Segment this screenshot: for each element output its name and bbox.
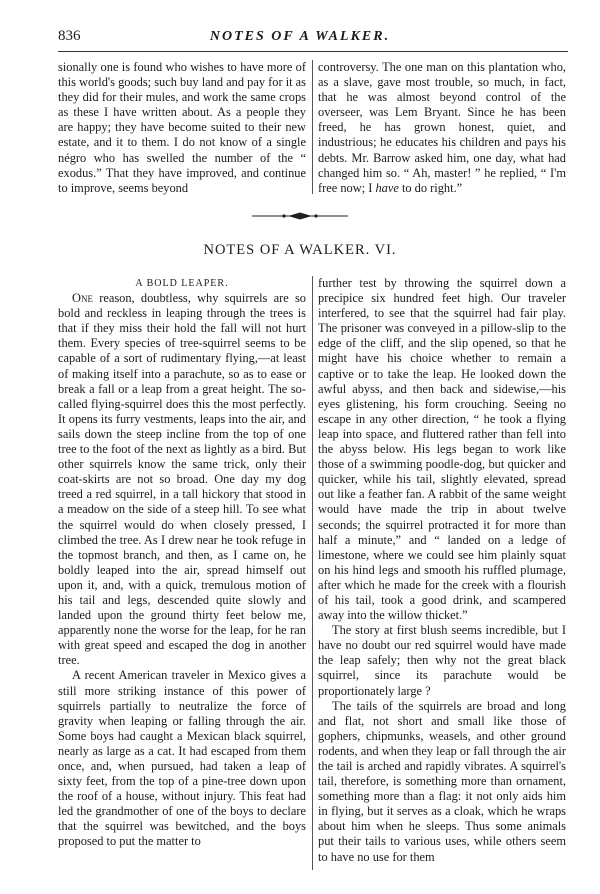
- running-title: NOTES OF A WALKER.: [209, 29, 391, 44]
- top-right-column: [318, 60, 566, 196]
- section-divider-ornament: [250, 211, 350, 221]
- right-paragraph-2: The story at first blush seems incredible, but I have no doubt our red squirrel would have made the leap safely; then why not the great black squirrel, since its parachute would be proportionately large ?: [318, 623, 566, 698]
- top-right-paragraph: controversy. The one man on this plantation who, as a slave, gave most trouble, so much, in fact, that he was almost beyond control of the overseer, was Lem Bryant. Since he has been freed, he has grown honest, quiet, and industrious; he educates his children and pays his debts. Mr. Barrow asked him, one day, what had changed him so. “ Ah, master! ” he replied, “ I'm free now; I have to do right.”: [318, 60, 566, 195]
- page-number: 836: [58, 28, 81, 44]
- main-left-column: [58, 276, 306, 850]
- top-left-column: [58, 60, 306, 196]
- header-rule: [58, 51, 568, 52]
- left-paragraph-2: A recent American traveler in Mexico gives a still more striking instance of this power of squirrels partially to neutralize the force of gravity when leaping or falling through the air. Some boys had caught a Mexican black squirrel, nearly as large as a cat. It had escaped from them once, and, when pursued, had taken a leap of sixty feet, from the top of a pine-tree down upon the roof of a house, without injury. This feat had led the grandmother of one of the boys to declare that the squirrel was bewitched, and the boys proposed to put the matter to: [58, 668, 306, 849]
- lead-word: One: [72, 291, 93, 306]
- main-column-divider: [312, 276, 313, 870]
- top-column-divider: [312, 60, 313, 194]
- top-left-paragraph: sionally one is found who wishes to have more of this world's goods; such buy land and pay for it as they did for their mules, and work the same crops as these I have written about. As a people they are happy; they have become suited to their new estate, and it to them. I do not know of a single négro who has swelled the number of the “ exodus.” That they have improved, and continue to improve, seems beyond: [58, 60, 306, 195]
- right-paragraph-3: The tails of the squirrels are broad and long and flat, not short and small like those of gophers, chipmunks, weasels, and other ground rodents, and when they leap or fall through the air the tail is arched and rapidly vibrates. A squirrel's tail, therefore, is something more than ornament, something more than a flag: it not only aids him in flying, but it serves as a cloak, which he wraps about him when he sleeps. Thus some animals put their tails to various uses, while others seem to have no use for them: [318, 698, 566, 864]
- left-paragraph-1: One reason, doubtless, why squirrels are so bold and reckless in leaping through the trees is that if they miss their hold the fall will not hurt them. Every species of tree-squirrel seems to be capable of a sort of rudimentary flying,—at least of making itself into a parachute, so as to ease or break a fall or a leap from a great height. The so-called flying-squirrel does this the most perfectly. It opens its furry vestments, leaps into the air, and sails down the steep incline from the top of one tree to the foot of the next as lightly as a bird. But other squirrels know the same trick, only their coat-skirts are not so broad. One day my dog treed a red squirrel, in a tall hickory that stood in a meadow on the side of a steep hill. To see what the squirrel would do when closely pressed, I climbed the tree. As I drew near he took refuge in the topmost branch, and then, as I came on, he boldly leaped into the air, spread himself out upon it, and, with a quick, tremulous motion of his tail and legs, descended quite slowly and landed upon the ground thirty feet below me, apparently none the worse for the leap, for he ran with great speed and escaped the dog in another tree.: [58, 291, 306, 668]
- right-paragraph-1: further test by throwing the squirrel down a precipice six hundred feet high. Our traveler interfered, to see that the squirrel had fair play. The prisoner was conveyed in a pillow-slip to the edge of the cliff, and the slip opened, so that he might have his choice whether to remain a captive or to take the leap. He looked down the awful abyss, and then back and sidewise,—his eyes glistening, his form crouching. Seeing no escape in any other direction, “ he took a flying leap into space, and fluttered rather than fell into the abyss below. His legs began to work like those of a swimming poodle-dog, but quicker and quicker, while his tail, slightly elevated, spread out like a feather fan. A rabbit of the same weight would have made the trip in about twelve seconds; the squirrel protracted it for more than half a minute,” and “ landed on a ledge of limestone, where we could see him plainly squat on his hind legs and smooth his ruffled plumage, after which he made for the creek with a flourish of his tail, took a good drink, and scampered away into the willow thicket.”: [318, 276, 566, 623]
- section-title: NOTES OF A WALKER. VI.: [203, 242, 397, 258]
- article-subhead: A BOLD LEAPER.: [135, 278, 229, 289]
- main-right-column: [318, 276, 566, 865]
- emphasis-have: have: [375, 180, 399, 195]
